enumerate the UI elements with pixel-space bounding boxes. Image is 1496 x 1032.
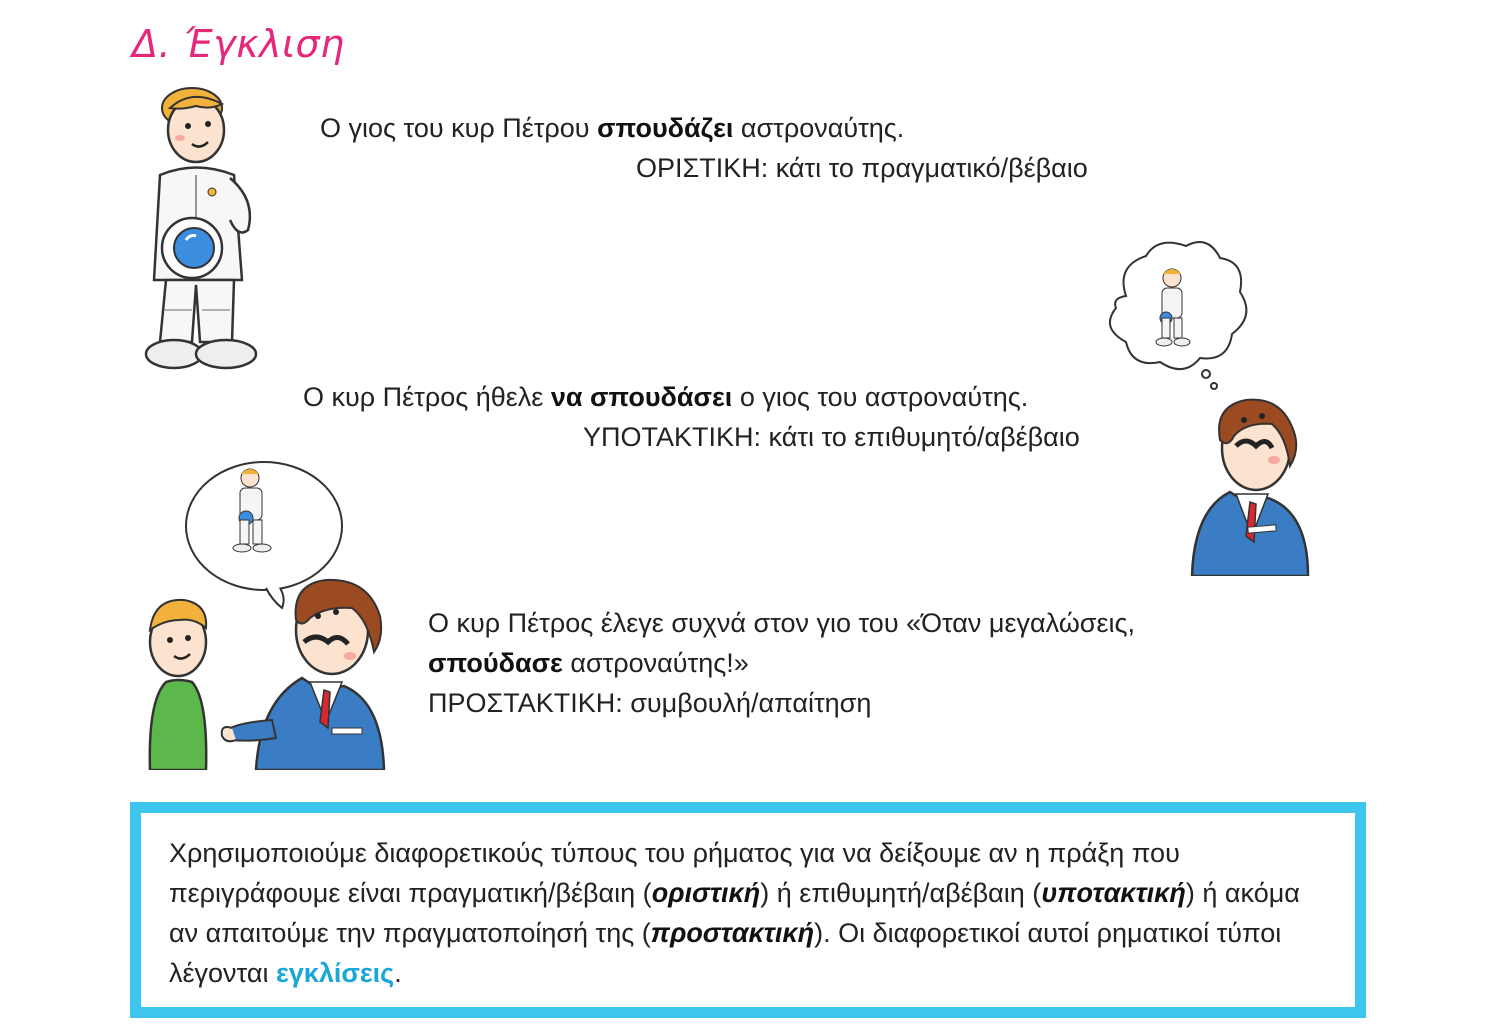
- summary-text: [169, 833, 1329, 993]
- example-2-after: ο γιος του αστροναύτης.: [732, 382, 1029, 412]
- summary-keyword: εγκλίσεις: [275, 958, 395, 988]
- example-2-mood-label: ΥΠΟΤΑΚΤΙΚΗ: κάτι το επιθυμητό/αβέβαιο: [583, 422, 1080, 452]
- summary-term-indicative: οριστική: [651, 878, 761, 908]
- summary-part3: ) ή ακόμα αν απαιτούμε την πραγματοποίησή της (: [169, 878, 1300, 948]
- summary-part4: ). Οι διαφορετικοί αυτοί ρηματικοί τύποι λέγονται: [169, 918, 1282, 988]
- example-3-sentence-line1: Ο κυρ Πέτρος έλεγε συχνά στον γιο του «Όταν μεγαλώσεις,: [428, 608, 1135, 638]
- example-1-sentence: [320, 108, 904, 148]
- father-son-illustration: [136, 460, 396, 770]
- summary-term-imperative: προστακτική: [650, 918, 815, 948]
- example-3-sentence-line2: [428, 643, 749, 683]
- example-3-mood-label: ΠΡΟΣΤΑΚΤΙΚΗ: συμβουλή/απαίτηση: [428, 688, 872, 718]
- astronaut-illustration: [130, 80, 310, 380]
- example-1-verb: σπουδάζει: [597, 113, 734, 143]
- example-3-after: αστροναύτης!»: [562, 648, 749, 678]
- example-2-sentence: [303, 377, 1028, 417]
- summary-part1: Χρησιμοποιούμε διαφορετικούς τύπους του ρήματος για να δείξουμε αν η πράξη που περιγράφουμε είναι πραγματική/βέβαιη (: [169, 838, 1180, 908]
- example-2-verb: να σπουδάσει: [550, 382, 733, 412]
- summary-part2: ) ή επιθυμητή/αβέβαιη (: [760, 878, 1042, 908]
- summary-term-subjunctive: υποτακτική: [1041, 878, 1186, 908]
- example-1-mood-label: ΟΡΙΣΤΙΚΗ: κάτι το πραγματικό/βέβαιο: [636, 153, 1088, 183]
- example-2-before: Ο κυρ Πέτρος ήθελε: [303, 382, 551, 412]
- summary-part5: .: [394, 958, 402, 988]
- summary-box: [130, 802, 1366, 1018]
- example-1-before: Ο γιος του κυρ Πέτρου: [320, 113, 598, 143]
- example-3-verb: σπούδασε: [428, 648, 563, 678]
- section-title: Δ. Έγκλιση: [132, 22, 345, 66]
- example-1-after: αστροναύτης.: [733, 113, 905, 143]
- thinking-man-illustration: [1096, 236, 1316, 576]
